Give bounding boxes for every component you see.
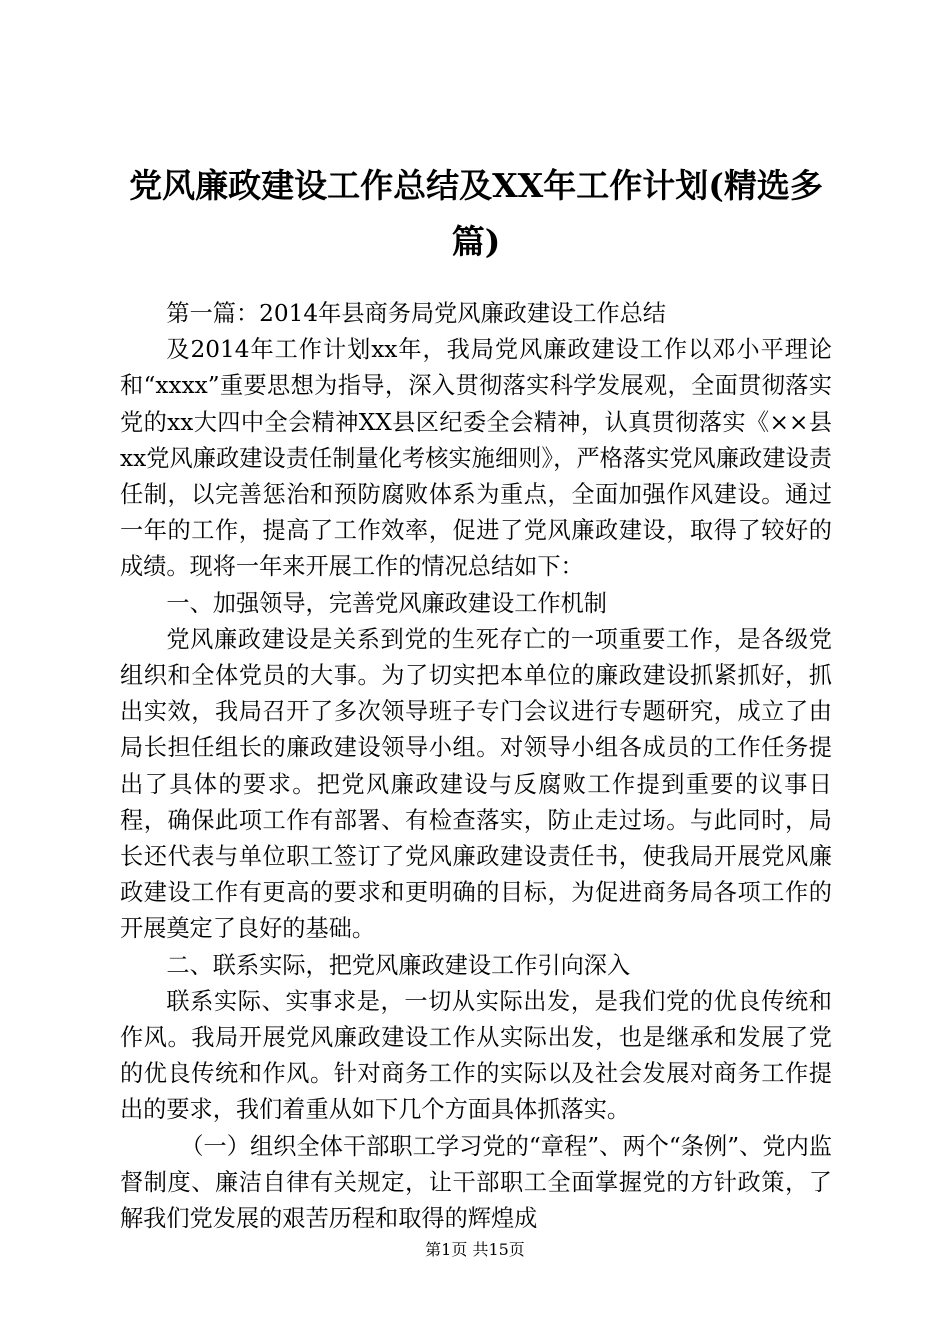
section-heading-1: 一、加强领导，完善党风廉政建设工作机制 <box>166 589 607 617</box>
paragraph-5: （一）组织全体干部职工学习党的“章程”、两个“条例”、党内监督制度、廉洁自律有关规定，让干部职工全面掌握党的方针政策，了解我们党发展的艰苦历程和取得的辉煌成 <box>120 1132 832 1233</box>
paragraph-2: 及2014年工作计划xx年，我局党风廉政建设工作以邓小平理论和“xxxx”重要思想为指导，深入贯彻落实科学发展观，全面贯彻落实党的xx大四中全会精神XX县区纪委全会精神，认真贯彻落实《××县xx党风廉政建设责任制量化考核实施细则》，严格落实党风廉政建设责任制，以完善惩治和预防腐败体系为重点，全面加强作风建设。通过一年的工作，提高了工作效率，促进了党风廉政建设，取得了较好的成绩。现将一年来开展工作的情况总结如下： <box>120 336 832 581</box>
paragraph-4: 联系实际、实事求是，一切从实际出发，是我们党的优良传统和作风。我局开展党风廉政建设工作从实际出发，也是继承和发展了党的优良传统和作风。针对商务工作的实际以及社会发展对商务工作提出的要求，我们着重从如下几个方面具体抓落实。 <box>120 987 832 1124</box>
paragraph-1: 第一篇：2014年县商务局党风廉政建设工作总结 <box>166 300 666 327</box>
paragraph-3: 党风廉政建设是关系到党的生死存亡的一项重要工作，是各级党组织和全体党员的大事。为了切实把本单位的廉政建设抓紧抓好，抓出实效，我局召开了多次领导班子专门会议进行专题研究，成立了由局长担任组长的廉政建设领导小组。对领导小组各成员的工作任务提出了具体的要求。把党风廉政建设与反腐败工作提到重要的议事日程，确保此项工作有部署、有检查落实，防止走过场。与此同时，局长还代表与单位职工签订了党风廉政建设责任书，使我局开展党风廉政建设工作有更高的要求和更明确的目标，为促进商务局各项工作的开展奠定了良好的基础。 <box>120 625 832 943</box>
document-body <box>120 296 832 1237</box>
page-footer: 第1页 共15页 <box>425 1240 525 1259</box>
document-title: 党风廉政建设工作总结及XX年工作计划(精选多篇) <box>129 166 823 261</box>
section-heading-2: 二、联系实际，把党风廉政建设工作引向深入 <box>166 951 631 979</box>
